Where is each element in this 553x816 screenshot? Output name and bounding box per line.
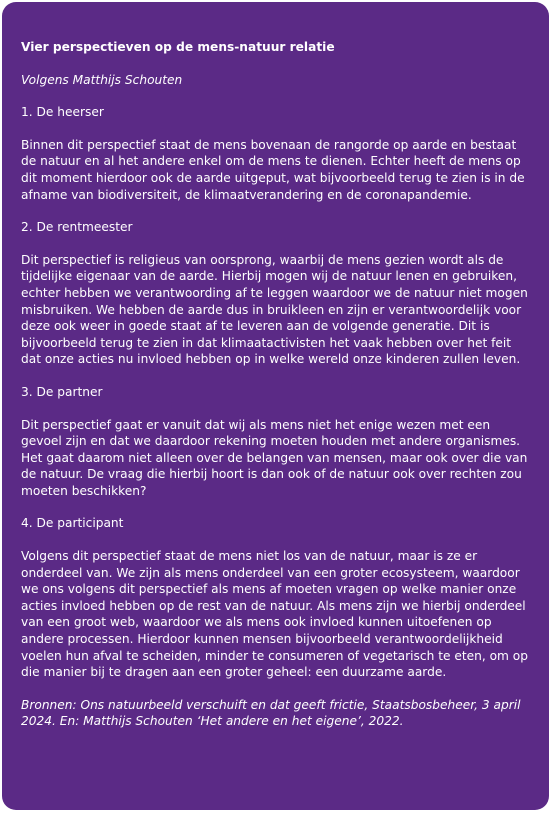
card-title: Vier perspectieven op de mens-natuur relatie xyxy=(21,40,335,54)
sources-note: Bronnen: Ons natuurbeeld verschuift en dat geeft frictie, Staatsbosbeheer, 3 april 2024. En: Matthijs Schouten ‘Het andere en het eigene’, 2022. xyxy=(21,697,521,729)
section-heerser xyxy=(21,104,529,203)
section-heading: 3. De partner xyxy=(21,384,103,399)
section-partner xyxy=(21,384,529,500)
section-heading: 2. De rentmeester xyxy=(21,220,133,235)
section-participant xyxy=(21,515,529,680)
section-body: Dit perspectief is religieus van oorsprong, waarbij de mens gezien wordt als de tijdelijke eigenaar van de aarde. Hierbij mogen wij de natuur lenen en gebruiken, echter hebben we verantwoording af te leggen waardoor we de natuur niet mogen misbruiken. We hebben de aarde dus in bruikleen en zijn er verantwoordelijk voor deze ook weer in goede staat af te leveren aan de volgende generatie. Dit is bijvoorbeeld terug te zien in dat klimaatactivisten het vaak hebben over het feit dat onze acties nu invloed hebben op in welke wereld onze kinderen zullen leven. xyxy=(21,252,528,367)
section-body: Binnen dit perspectief staat de mens bovenaan de rangorde op aarde en bestaat de natuur en al het andere enkel om de mens te dienen. Echter heeft de mens op dit moment hierdoor ook de aarde uitgeput, wat bijvoorbeeld terug te zien is in de afname van biodiversiteit, de klimaatverandering en de coronapandemie. xyxy=(21,137,525,202)
section-body: Volgens dit perspectief staat de mens niet los van de natuur, maar is ze er onderdeel van. We zijn als mens onderdeel van een groter ecosysteem, waardoor we ons volgens dit perspectief als mens af moeten vragen op welke manier onze acties invloed hebben op de rest van de natuur. Als mens zijn we hierbij onderdeel van een groot web, waardoor we als mens ook invloed kunnen uitoefenen op andere processen. Hierdoor kunnen mensen bijvoorbeeld verantwoordelijkheid voelen hun afval te scheiden, minder te consumeren of vegetarisch te eten, om op die manier bij te dragen aan een groter geheel: een duurzame aarde. xyxy=(21,549,528,680)
section-heading: 4. De participant xyxy=(21,516,124,531)
section-heading: 1. De heerser xyxy=(21,105,104,120)
info-card xyxy=(2,2,549,810)
section-rentmeester xyxy=(21,219,529,368)
section-body: Dit perspectief gaat er vanuit dat wij als mens niet het enige wezen met een gevoel zijn en dat we daardoor rekening moeten houden met andere organismes. Het gaat daarom niet alleen over de belangen van mensen, maar ook over die van de natuur. De vraag die hierbij hoort is dan ook of de natuur ook over rechten zou moeten beschikken? xyxy=(21,417,528,498)
card-subtitle: Volgens Matthijs Schouten xyxy=(21,72,183,87)
